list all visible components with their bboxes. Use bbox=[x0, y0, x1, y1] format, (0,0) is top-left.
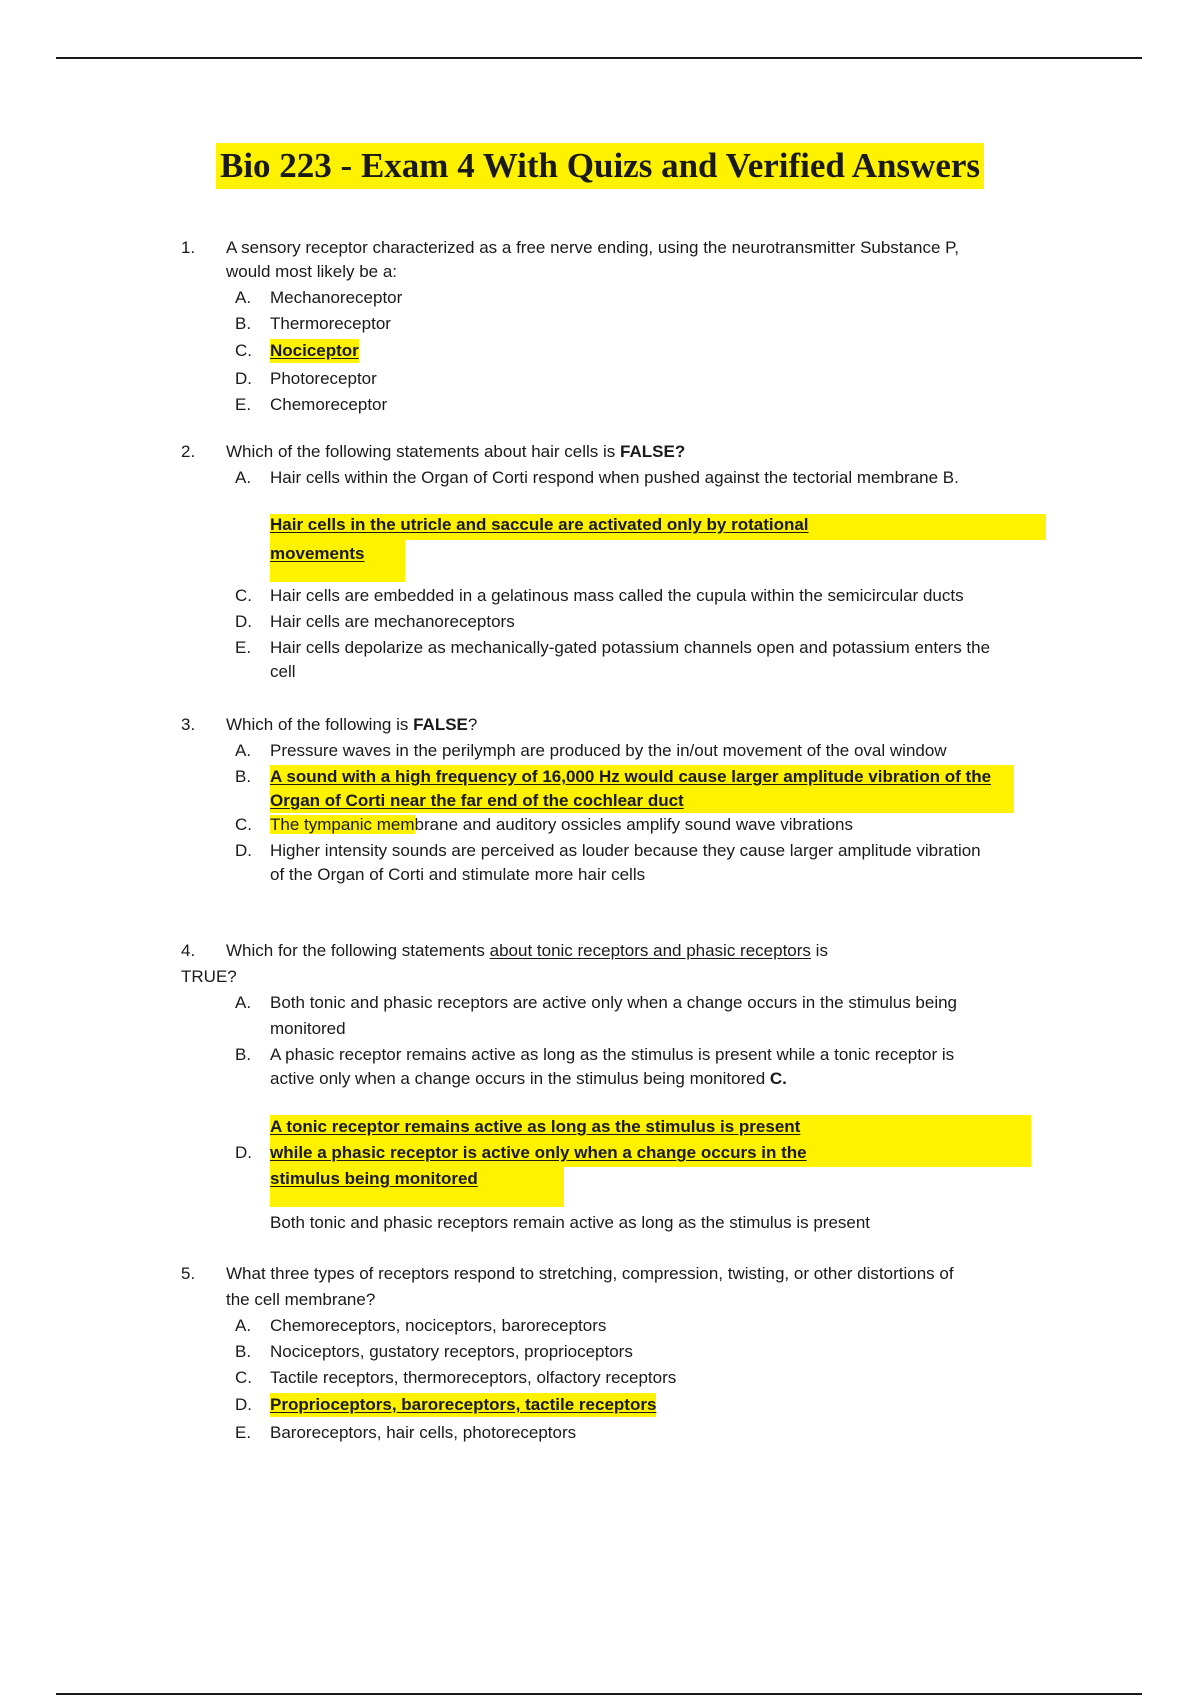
option-text: of the Organ of Corti and stimulate more hair cells bbox=[270, 865, 646, 884]
question-stem: would most likely be a: bbox=[226, 262, 398, 281]
question-stem: the cell membrane? bbox=[226, 1290, 376, 1309]
option-letter: E. bbox=[235, 395, 252, 414]
option-letter: B. bbox=[235, 767, 252, 786]
correct-answer: A tonic receptor remains active as long as the stimulus is present bbox=[270, 1117, 801, 1136]
option-text: Hair cells are embedded in a gelatinous mass called the cupula within the semicircular ducts bbox=[270, 586, 964, 605]
option-text: monitored bbox=[270, 1019, 346, 1038]
option-letter: D. bbox=[235, 612, 252, 631]
option-letter: A. bbox=[235, 288, 252, 307]
question-number: 2. bbox=[181, 442, 196, 461]
option-text: Nociceptors, gustatory receptors, proprioceptors bbox=[270, 1342, 633, 1361]
option-letter: B. bbox=[235, 1045, 252, 1064]
question-stem: What three types of receptors respond to stretching, compression, twisting, or other distortions of bbox=[226, 1264, 954, 1283]
underlined-phrase: about tonic receptors and phasic receptors bbox=[489, 941, 811, 960]
option-letter: D. bbox=[235, 841, 252, 860]
correct-answer: while a phasic receptor is active only when a change occurs in the bbox=[270, 1143, 807, 1162]
option-letter: C. bbox=[235, 815, 252, 834]
option-text: active only when a change occurs in the stimulus being monitored C. bbox=[270, 1069, 787, 1088]
option-text: Pressure waves in the perilymph are produced by the in/out movement of the oval window bbox=[270, 741, 947, 760]
option-letter: A. bbox=[235, 468, 252, 487]
question-stem: Which of the following statements about hair cells is FALSE? bbox=[226, 442, 686, 461]
option-text: Chemoreceptor bbox=[270, 395, 388, 414]
option-text: A phasic receptor remains active as long as the stimulus is present while a tonic receptor is bbox=[270, 1045, 955, 1064]
correct-answer: Proprioceptors, baroreceptors, tactile receptors bbox=[270, 1393, 656, 1417]
option-text: Thermoreceptor bbox=[270, 314, 391, 333]
option-letter: C. bbox=[235, 586, 252, 605]
option-text: Tactile receptors, thermoreceptors, olfactory receptors bbox=[270, 1368, 677, 1387]
correct-answer: Hair cells in the utricle and saccule are activated only by rotational bbox=[270, 515, 809, 534]
option-text: Photoreceptor bbox=[270, 369, 377, 388]
page-title: Bio 223 - Exam 4 With Quizs and Verified Answers bbox=[216, 143, 984, 189]
option-text: Both tonic and phasic receptors remain active as long as the stimulus is present bbox=[270, 1213, 871, 1232]
question-stem: Which of the following is FALSE? bbox=[226, 715, 478, 734]
correct-answer: Nociceptor bbox=[270, 339, 359, 363]
option-letter: A. bbox=[235, 741, 252, 760]
option-text: Hair cells depolarize as mechanically-gated potassium channels open and potassium enters the bbox=[270, 638, 991, 657]
question-number: 4. bbox=[181, 941, 196, 960]
question-number: 3. bbox=[181, 715, 196, 734]
option-letter: C. bbox=[235, 341, 252, 360]
option-letter: C. bbox=[235, 1368, 252, 1387]
option-text: The tympanic membrane and auditory ossicles amplify sound wave vibrations bbox=[270, 815, 854, 834]
question-number: 5. bbox=[181, 1264, 196, 1283]
question-number: 1. bbox=[181, 238, 196, 257]
option-text: Chemoreceptors, nociceptors, baroreceptors bbox=[270, 1316, 607, 1335]
option-text: Both tonic and phasic receptors are active only when a change occurs in the stimulus being bbox=[270, 993, 958, 1012]
option-letter: E. bbox=[235, 638, 252, 657]
option-text: Higher intensity sounds are perceived as louder because they cause larger amplitude vibration bbox=[270, 841, 981, 860]
correct-answer: A sound with a high frequency of 16,000 Hz would cause larger amplitude vibration of the bbox=[270, 767, 992, 786]
question-stem: Which for the following statements about tonic receptors and phasic receptors is bbox=[226, 941, 828, 960]
option-letter: D. bbox=[235, 1395, 252, 1414]
emphasis: FALSE? bbox=[620, 442, 686, 461]
correct-answer: Organ of Corti near the far end of the cochlear duct bbox=[270, 791, 684, 810]
bottom-rule bbox=[56, 1693, 1142, 1695]
emphasis: FALSE bbox=[413, 715, 468, 734]
correct-answer: movements bbox=[270, 544, 365, 563]
option-letter: A. bbox=[235, 1316, 252, 1335]
question-stem: A sensory receptor characterized as a free nerve ending, using the neurotransmitter Substance P, bbox=[226, 238, 959, 257]
option-text: Hair cells within the Organ of Corti respond when pushed against the tectorial membrane B. bbox=[270, 468, 959, 487]
option-letter: D. bbox=[235, 1143, 252, 1162]
option-letter: D. bbox=[235, 369, 252, 388]
option-text: Hair cells are mechanoreceptors bbox=[270, 612, 515, 631]
correct-answer: stimulus being monitored bbox=[270, 1169, 478, 1188]
option-text: Mechanoreceptor bbox=[270, 288, 403, 307]
top-rule bbox=[56, 57, 1142, 59]
option-letter: B. bbox=[235, 314, 252, 333]
option-letter: E. bbox=[235, 1423, 252, 1442]
option-letter: B. bbox=[235, 1342, 252, 1361]
title-wrap bbox=[0, 143, 1200, 189]
partial-highlight: The tympanic mem bbox=[270, 815, 415, 834]
question-stem: TRUE? bbox=[181, 967, 237, 986]
option-text: Baroreceptors, hair cells, photoreceptors bbox=[270, 1423, 577, 1442]
option-letter: A. bbox=[235, 993, 252, 1012]
option-text: cell bbox=[270, 662, 296, 681]
